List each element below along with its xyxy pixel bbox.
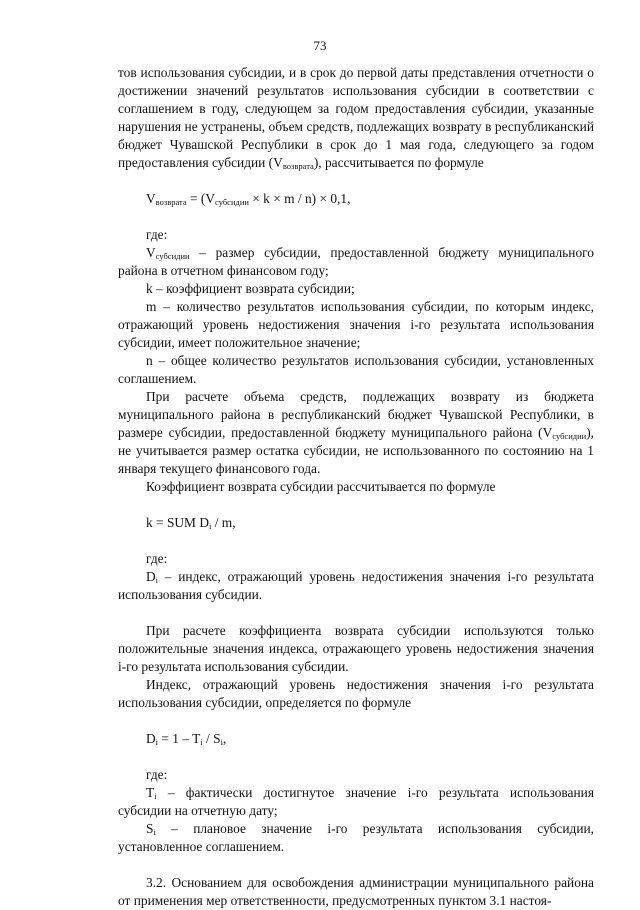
paragraph-continuation: тов использования субсидии, и в срок до первой даты представления отчетности о достижении значений результатов использования субсидии в соответствии с соглашением в году, следующем за годом предоставления субсидии, указанные нарушения не устранены, объем средств, подлежащих возврату в республиканский бюджет Чувашской Республики в срок до 1 мая года, следующего за годом предоставления субсидии $(V_{возврата})$, рассчитывается по формуле [118, 65, 594, 171]
definition-v-subsidy: $V_{субсидии}$ – размер субсидии, предоставленной бюджету муниципального района в отчетном финансовом году; [118, 245, 594, 278]
definition-d: $D_i$ – индекс, отражающий уровень недостижения значения i-го результата использования субсидии. [118, 569, 594, 602]
formula-index: $D_i = 1 - T_i / S_i$, [146, 731, 227, 747]
page-content [118, 64, 594, 910]
formula-coefficient: k = SUM $D_i$ / m, [146, 515, 236, 531]
paragraph-section-3-2: 3.2. Основанием для освобождения администрации муниципального района от применения мер ответственности, предусмотренных пунктом 3.1 настоя- [118, 875, 594, 908]
page-number: 73 [313, 38, 327, 53]
definition-t: $T_i$ – фактически достигнутое значение i-го результата использования субсидии на отчетную дату; [118, 785, 594, 818]
definition-s: $S_i$ – плановое значение i-го результата использования субсидии, установленное соглашением. [118, 821, 594, 854]
definition-m: m – количество результатов использования субсидии, по которым индекс, отражающий уровень недостижения значения i-го результата использования субсидии, имеет положительное значение; [118, 299, 594, 350]
where-label: где: [146, 227, 168, 242]
where-label: где: [146, 767, 168, 782]
paragraph-calculation-note: При расчете объема средств, подлежащих возврату из бюджета муниципального района в республиканский бюджет Чувашской Республики, в размере субсидии, предоставленной бюджету муниципального района $(V_{субсидии})$, не учитывается размер остатка субсидии, не использованного по состоянию на 1 января текущего финансового года. [118, 389, 594, 476]
paragraph-index-intro: Индекс, отражающий уровень недостижения значения i-го результата использования субсидии, определяется по формуле [118, 677, 594, 710]
paragraph-coefficient-intro: Коэффициент возврата субсидии рассчитывается по формуле [146, 479, 496, 494]
paragraph-positive-values: При расчете коэффициента возврата субсидии используются только положительные значения индекса, отражающего уровень недостижения значения i-го результата использования субсидии. [118, 623, 594, 674]
where-label: где: [146, 551, 168, 566]
formula-return-volume: $V_{возврата} = (V_{субсидии} \times k \times m / n) \times 0,1$, [146, 191, 351, 207]
definition-n: n – общее количество результатов использования субсидии, установленных соглашением. [118, 353, 594, 386]
definition-k: k – коэффициент возврата субсидии; [146, 281, 355, 296]
